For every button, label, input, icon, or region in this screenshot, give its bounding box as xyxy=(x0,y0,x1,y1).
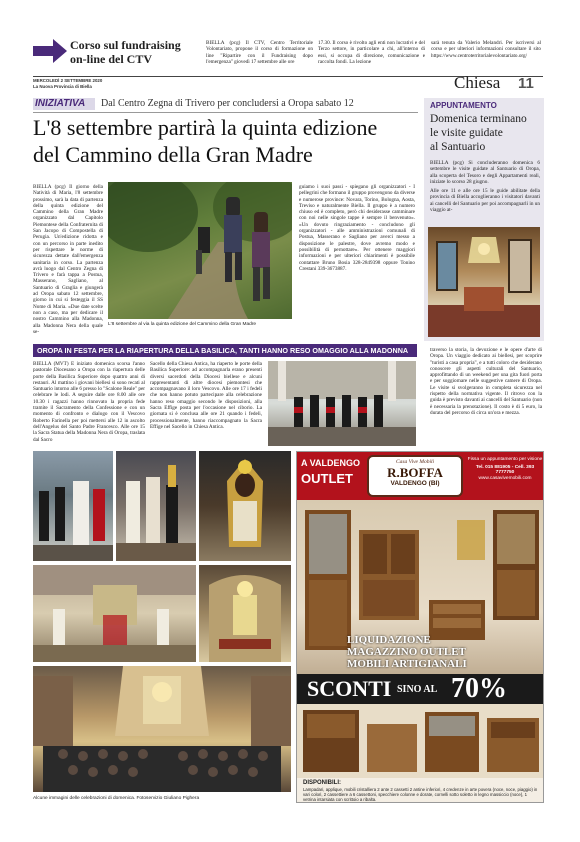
main-article-col1: BIELLA (pcg) Il giorno della Natività di Maria, l'8 settembre prossimo, sarà la data di partenza della quinta edizione del Cammino della Gran Madre organizzato dal Capitolo Piemontese della Confraternita di San Jacopo di Compostella di Perugia. Un'edizione ridotta e con un percorso in parte inedito per rispettare le norme di sicurezza dettate dall'emergenza sanitaria in corso. La partenza avrà luogo dal Centro Zegna di Trivero e farà tappa a Postua, Masserano, Sagliano, al Santuario di Graglia e giungerà ad Oropa sabato 12 settembre, giorno in cui si festeggia il SS Nome di Maria. «Due date scelte non a caso, ma per dedicare il nostro Cammino alla Madonna, alla Madonna Nera della quale se- xyxy=(33,184,103,335)
shop-place: VALDENGO (BI) xyxy=(390,480,440,487)
section-name: Chiesa xyxy=(454,73,501,92)
paper-name: La Nuova Provincia di Biella xyxy=(33,84,92,89)
available-text: Lampadari, applique, mobili cristalliera 2 ante 2 cassetti 2 antine inferiori, 4 credenze in arte povera (noce, noce, piaggio) in vari colori, 2 cassettiere a 6 cassettoni, specchiere colonne e dorate, cornelli sotto soletto in legno massiccio (noce), 1 vetrina intarsiata con scrittoio a ribalta. xyxy=(303,787,538,802)
liq-text-2: MAGAZZINO OUTLET xyxy=(347,646,466,658)
ad-website: www.casavivemobili.com xyxy=(478,476,532,481)
basilica-crowd-photo xyxy=(33,666,291,792)
page-number: 11 xyxy=(518,75,534,92)
ctv-brief-col1: BIELLA (pcg) Il CTV, Centro Territoriale Volontariato, propone il corso di formazione on line "Ripartire con il Fundraising dopo l'emergenza" giovedì 17 settembre alle ore xyxy=(206,40,313,65)
photos-caption: Alcune immagini delle celebrazioni di domenica. Fotoservizio Giuliano Pighera xyxy=(33,796,200,801)
shop-top: Casa Vive Mobili xyxy=(395,459,435,465)
ctv-arrow-icon xyxy=(33,39,67,63)
sconti-text-3: 70% xyxy=(451,673,507,704)
pilgrims-photo xyxy=(108,182,292,319)
ctv-brief-col2: 17.30. Il corso è rivolto agli enti non lucrativi e del Terzo settore, in particolare a chi, all'interno di essi, si occupa di direzione, comunicazione e raccolta fondi. La lezione xyxy=(318,40,425,65)
furniture-row xyxy=(297,704,544,778)
sidebar-text-2: Alle ore 11 e alle ore 15 le guide abilitate della provincia di Biella accoglieranno i visitatori davanti ai cancelli del Santuario per poi accompagnarli in un viaggio at- xyxy=(430,188,540,213)
santuario-interior-photo xyxy=(428,227,540,337)
kicker-rule xyxy=(33,112,418,113)
sidebar-text-1: BIELLA (pcg) Si concluderanno domenica 6 settembre le visite guidate al Santuario di Oropa, alla scoperta del Tesoro e degli Appartamenti reali, iniziate lo scorso 28 giugno. xyxy=(430,160,540,185)
mass-photo xyxy=(33,565,196,662)
shop-brand: R.BOFFA xyxy=(387,465,443,480)
ad-phones: Tel. 015 881905 - Cell. 393 7777750 xyxy=(475,465,535,475)
sidebar-kicker: APPUNTAMENTO xyxy=(430,101,497,110)
kicker-subtitle: Dal Centro Zegna di Trivero per concludersi a Oropa sabato 12 xyxy=(101,98,354,109)
liq-text-3: MOBILI ARTIGIANALI xyxy=(347,658,467,670)
sidebar-headline-1: Domenica terminano xyxy=(430,113,527,125)
sconti-text-1: SCONTI xyxy=(307,676,392,701)
ctv-subtitle: on-line del CTV xyxy=(70,52,153,66)
banner-title: OROPA IN FESTA PER LA RIAPERTURA DELLA BASILICA, TANTI HANNO RESO OMAGGIO ALLA MADONNA xyxy=(37,346,409,355)
procession-photo-1 xyxy=(33,451,113,561)
clergy-photo xyxy=(268,361,416,446)
sidebar-text-3: traverso la storia, la devozione e le opere d'arte di Oropa. Un viaggio dedicato ai biellesi, per scoprire "turisti a casa propria", e a tutti coloro che desiderano conoscere gli aspetti culturali del Santuario, approfittando di un weekend per una gita fuori porta e per soggiornare nelle suggestive camere di Oropa. Le visite si svolgeranno in completa sicurezza nel rispetto della normativa vigente. Il ritrovo con la guida è previsto davanti ai cancelli del Santuario (non è necessaria la prenotazione). Il costo è di 5 euro, la durata del percorso di circa un'ora e mezza. xyxy=(430,347,542,416)
main-article-col3: guiamo i suoi passi - spiegano gli organizzatori - I pellegrini che formano il gruppo provengono da diverse e numerose province: Novara, Torino, Bologna, Aosta, Treviso e naturalmente Biella. Il gruppo è a numero chiuso ed è completo, però chi desiderasse camminare con noi nelle singole tappe è sempre il benvenuto». «Un dovuto ringraziamento - concludono gli organizzatori - alle amministrazioni comunali di Postua, Masserano e Sagliano per averci messo a disposizione le palestre, dove avremo modo e possibilità di pernottare». Per ottenere maggiori informazioni e per ulteriori chiarimenti è possibile contattare Bruno Bosia 328-2849398 oppure Tonino Crestani 339-3673887. xyxy=(299,184,415,272)
basilica-altar-photo xyxy=(199,565,291,662)
pilgrims-caption: L'8 settembre al via la quinta edizione del Cammino della Gran Madre xyxy=(108,322,257,327)
shop-logo xyxy=(367,455,463,497)
sidebar-headline-2: le visite guidate xyxy=(430,127,503,139)
second-article-col1: BIELLA (MVT) E iniziato domenica scorsa l'anno pastorale Diocesano a Oropa con la riapertura delle porte della Basilica Superiore dopo quattro anni di restauri. Al mattino i giovani biellesi si sono recati al Santuario intorno alle 6 presso lo "Scalone Reale" per celebrare le lodi. A seguire dalle ore 8.00 alle ore 10.30 i ragazzi hanno rinnovato la propria fede tramite il Sacramento della Confessione e con un momento di confronto e dialogo con il Vescovo Roberto Farinella per poi mettersi alle 12 in ascolto dell'Angelus del Santo Padre Francesco. Alle ore 15 la Sacra Statua della Madonna Nera di Oropa, traslata dal Sacro xyxy=(33,361,145,443)
sidebar-headline-3: al Santuario xyxy=(430,141,486,153)
sconti-text-2: SINO AL xyxy=(397,684,438,695)
ad-location-2: OUTLET xyxy=(301,471,353,486)
ad-location-1: A VALDENGO xyxy=(301,458,361,468)
ad-appointment: Fissa un appuntamento per visione xyxy=(467,457,543,462)
second-article-col2: Sacello della Chiesa Antica, ha riaperto le porte della Basilica Superiore: ad accompagnarla erano presenti diversi sacerdoti della Diocesi biellese e alcuni rappresentanti di altre diocesi piemontesi che accompagnavano il loro Vescovo. Alle ore 17 i fedeli che non hanno potuto partecipare alla celebrazione hanno reso omaggio secondo le disposizioni, alla Sacra Effige posta per l'occasione nel ciborio. La giornata si è conclusa alle ore 21 quando i fedeli, processionalmente, hanno riaccompagnato la Sacra Effige nel Sacello in Chiesa Antica. xyxy=(150,361,262,430)
kicker: INIZIATIVA xyxy=(35,98,86,109)
ad-frame xyxy=(296,451,544,803)
headline-line-2: del Cammino della Gran Madre xyxy=(33,142,313,167)
headline-line-1: L'8 settembre partirà la quinta edizione xyxy=(33,115,378,140)
ctv-title: Corso sul fundraising xyxy=(70,38,181,52)
available-title: DISPONIBILI: xyxy=(303,780,342,786)
date-line: MERCOLEDÌ 2 SETTEMBRE 2020 xyxy=(33,78,103,83)
procession-photo-2 xyxy=(116,451,196,561)
ctv-brief-col3: sarà tenuta da Valerio Melandri. Per iscriversi al corso e per ulteriori informazioni consultare il sito https://www.centroterritorialevolontariato.org/ xyxy=(431,40,541,59)
liq-text-1: LIQUIDAZIONE xyxy=(347,634,431,646)
madonna-statue-photo xyxy=(199,451,291,561)
